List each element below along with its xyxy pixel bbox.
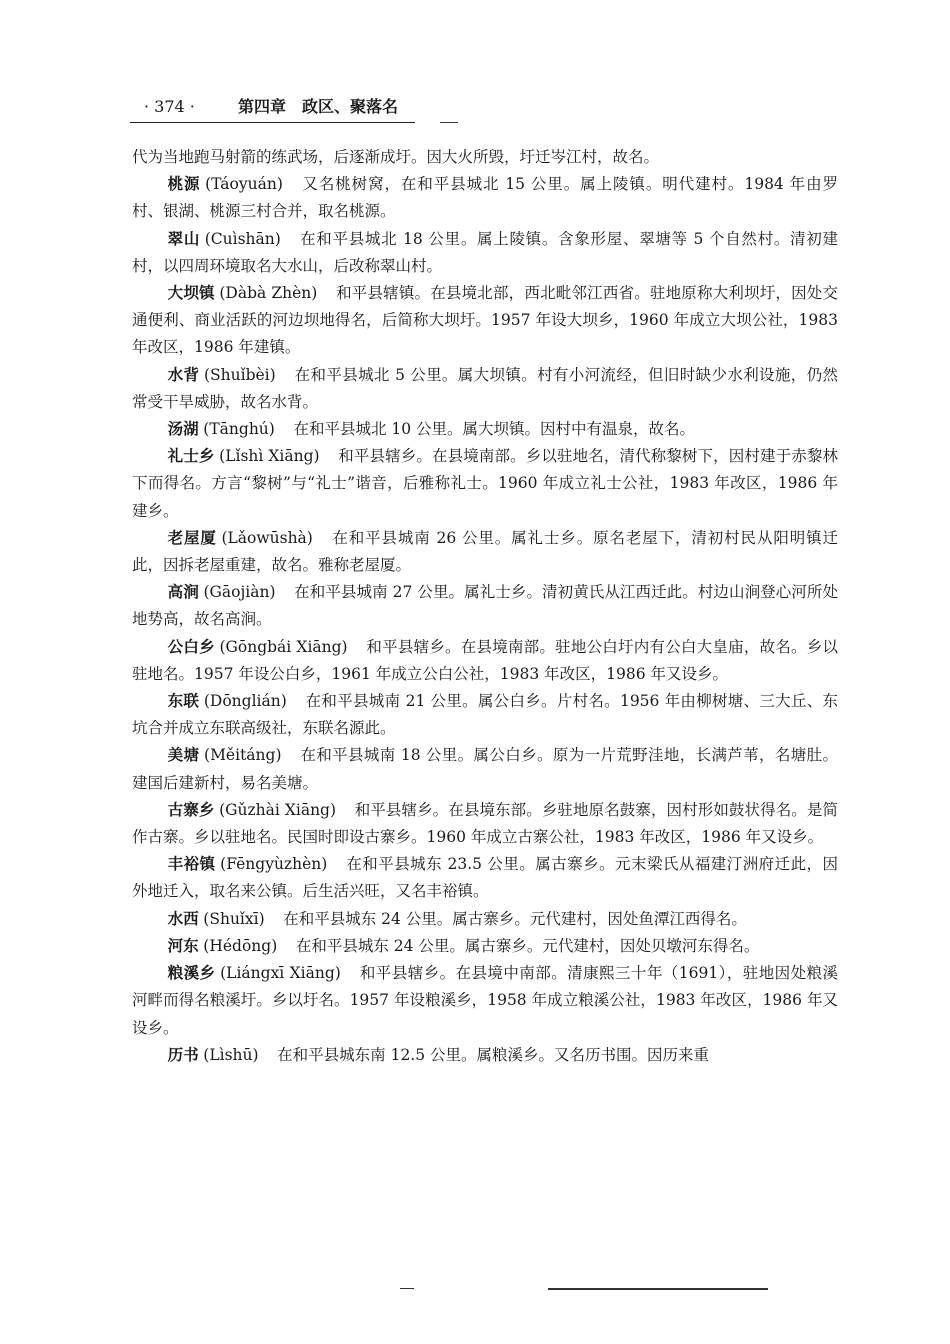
entry-pinyin: (Gǔzhài Xiāng) (219, 800, 337, 819)
continued-paragraph: 代为当地跑马射箭的练武场，后逐渐成圩。因大火所毁，圩迁岑江村，故名。 (132, 148, 660, 166)
entry-name: 历书 (167, 1045, 199, 1064)
entry-text: 在和平县城东南 12.5 公里。属粮溪乡。又名历书围。因历来重 (277, 1045, 710, 1064)
entry-text: 和平县辖镇。在县境北部，西北毗邻江西省。驻地原称大利坝圩，因处交通便利、商业活跃的河边坝地得名，后简称大坝圩。1957 年设大坝乡，1960 年成立大坝公社，1983 年改区，1986 年建镇。 (132, 284, 838, 357)
entry (132, 362, 838, 416)
entry (132, 416, 838, 443)
footer-mark (400, 1288, 414, 1289)
entry-name: 古寨乡 (167, 800, 215, 819)
entry-pinyin: (Fēngyùzhèn) (220, 855, 328, 874)
entry (132, 960, 838, 1042)
entry-text: 在和平县城北 10 公里。属大坝镇。因村中有温泉，故名。 (293, 420, 696, 439)
entry (132, 688, 838, 742)
entry-text: 在和平县城南 27 公里。属礼士乡。清初黄氏从江西迁此。村边山涧登心河所处地势高，故名高涧。 (132, 583, 838, 629)
page-header (130, 96, 460, 122)
entry-text: 在和平县城南 21 公里。属公白乡。片村名。1956 年由柳树塘、三大丘、东坑合并成立东联高级社，东联名源此。 (132, 692, 838, 738)
entry-pinyin: (Lǐshì Xiāng) (219, 447, 320, 466)
entry-pinyin: (Dōnglián) (203, 692, 287, 711)
entry-text: 和平县辖乡。在县境中南部。清康熙三十年（1691），驻地因处粮溪河畔而得名粮溪圩。乡以圩名。1957 年设粮溪乡，1958 年成立粮溪公社，1983 年改区，1986 年又设乡。 (132, 964, 838, 1037)
entry-name: 高涧 (167, 583, 199, 602)
entry-name: 水背 (167, 365, 200, 384)
entry-pinyin: (Gāojiàn) (203, 583, 276, 602)
entry-text: 在和平县城南 26 公里。属礼士乡。原名老屋下，清初村民从阳明镇迁此，因拆老屋重建，故名。雅称老屋厦。 (132, 528, 838, 575)
entry-text: 和平县辖乡。在县境南部。驻地公白圩内有公白大皇庙，故名。乡以驻地名。1957 年设公白乡，1961 年成立公白公社，1983 年改区，1986 年又设乡。 (132, 637, 838, 683)
page-number: · 374 · (144, 97, 195, 116)
entry-text: 在和平县城北 18 公里。属上陵镇。含象形屋、翠塘等 5 个自然村。清初建村，以四周环境取名大水山，后改称翠山村。 (132, 229, 838, 275)
entry-pinyin: (Lìshū) (203, 1045, 259, 1064)
entry (132, 634, 838, 688)
entry-name: 老屋厦 (167, 528, 217, 547)
entry-text: 和平县辖乡。在县境东部。乡驻地原名鼓寨，因村形如鼓状得名。是简作古寨。乡以驻地名。民国时即设古寨乡。1960 年成立古寨公社，1983 年改区，1986 年又设乡。 (132, 800, 838, 847)
entry (132, 579, 838, 633)
entry-pinyin: (Měitáng) (204, 746, 282, 765)
entry (132, 171, 838, 225)
entry-text: 又名桃树窝，在和平县城北 15 公里。属上陵镇。明代建村。1984 年由罗村、银湖、桃源三村合并，取名桃源。 (132, 175, 838, 221)
chapter-title: 第四章 政区、聚落名 (238, 97, 399, 116)
entry (132, 1042, 838, 1069)
entry (132, 906, 838, 933)
entry-name: 美塘 (167, 746, 200, 765)
entry-pinyin: (Hédōng) (203, 936, 278, 955)
entry-pinyin: (Cuìshān) (204, 229, 281, 248)
entry-text: 在和平县城东 24 公里。属古寨乡。元代建村，因处贝墩河东得名。 (295, 936, 760, 955)
entry (132, 525, 838, 579)
entry (132, 797, 838, 851)
entry-list (132, 171, 838, 1069)
entry-pinyin: (Tānghú) (203, 420, 275, 439)
entry-name: 河东 (167, 936, 199, 955)
entry (132, 742, 838, 796)
entry-text: 在和平县城北 5 公里。属大坝镇。村有小河流经，但旧时缺少水利设施，仍然常受干旱威胁，故名水背。 (132, 365, 838, 411)
entry-text: 在和平县城南 18 公里。属公白乡。原为一片荒野洼地，长满芦苇，名塘肚。建国后建新村，易名美塘。 (132, 746, 838, 792)
entry-name: 水西 (167, 909, 199, 928)
entry-pinyin: (Lǎowūshà) (221, 528, 313, 547)
entry-name: 大坝镇 (167, 284, 215, 303)
entry-name: 丰裕镇 (167, 855, 216, 874)
entry-name: 礼士乡 (167, 447, 215, 466)
entry-name: 汤湖 (167, 420, 199, 439)
entry (132, 851, 838, 905)
footer-rule (548, 1288, 768, 1290)
entry-pinyin: (Shuǐxī) (203, 909, 265, 928)
entry-pinyin: (Dàbà Zhèn) (219, 284, 318, 303)
entry-pinyin: (Gōngbái Xiāng) (219, 637, 348, 656)
entry-name: 东联 (167, 692, 200, 711)
entry-name: 公白乡 (167, 637, 215, 656)
entry (132, 280, 838, 362)
entry-text: 在和平县城东 23.5 公里。属古寨乡。元末梁氏从福建汀洲府迁此，因外地迁入，取名来公镇。后生活兴旺，又名丰裕镇。 (132, 855, 838, 901)
page-body (132, 144, 838, 1069)
entry-text: 和平县辖乡。在县境南部。乡以驻地名，清代称黎树下，因村建于赤黎林下而得名。方言“黎树”与“礼士”谐音，后雅称礼士。1960 年成立礼士公社，1983 年改区，1986 年建乡。 (132, 447, 838, 520)
entry (132, 933, 838, 960)
entry-name: 翠山 (167, 229, 201, 248)
entry-name: 粮溪乡 (167, 964, 216, 983)
header-rule-tail (440, 122, 458, 123)
entry-pinyin: (Liángxī Xiāng) (220, 964, 341, 983)
entry (132, 226, 838, 280)
entry-text: 在和平县城东 24 公里。属古寨乡。元代建村，因处鱼潭江西得名。 (283, 909, 747, 928)
entry (132, 443, 838, 525)
header-rule (130, 122, 415, 123)
entry-pinyin: (Shuǐbèi) (204, 365, 276, 384)
entry-name: 桃源 (167, 175, 201, 194)
entry-pinyin: (Táoyuán) (205, 175, 283, 194)
